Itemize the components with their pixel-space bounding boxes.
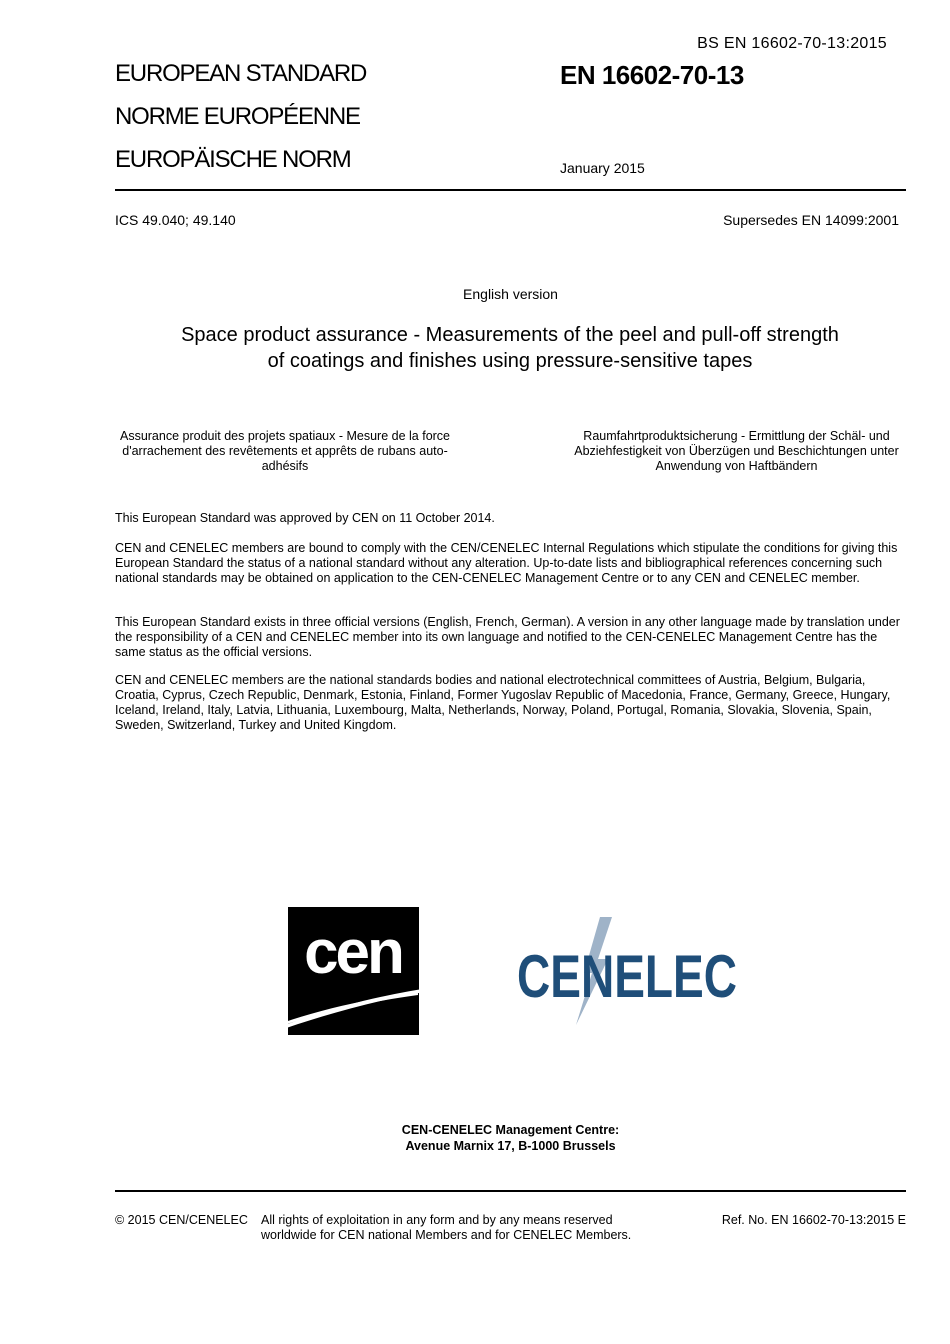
- language-version: English version: [463, 286, 558, 302]
- cen-logo: [268, 907, 438, 1037]
- cenelec-logo: [512, 915, 742, 1027]
- standard-title-french: NORME EUROPÉENNE: [115, 103, 360, 130]
- copyright-notice: © 2015 CEN/CENELEC: [115, 1213, 248, 1227]
- standard-title-english: EUROPEAN STANDARD: [115, 60, 367, 87]
- title-french: Assurance produit des projets spatiaux - Mesure de la force d'arrachement des revêtements et apprêts de rubans auto-adhésifs: [119, 429, 451, 473]
- publication-date: January 2015: [560, 160, 645, 176]
- cenelec-logo-text: CENELEC: [517, 943, 737, 1010]
- standard-title-german: EUROPÄISCHE NORM: [115, 146, 351, 173]
- footer-divider: [115, 1190, 906, 1192]
- versions-paragraph: This European Standard exists in three official versions (English, French, German). A version in any other language made by translation under the responsibility of a CEN and CENELEC member into its own language and notified to the CEN-CENELEC Management Centre has the same status as the official versions.: [115, 615, 900, 659]
- reference-number: Ref. No. EN 16602-70-13:2015 E: [721, 1213, 906, 1227]
- management-centre-address: Avenue Marnix 17, B-1000 Brussels: [405, 1139, 616, 1153]
- title-german: Raumfahrtproduktsicherung - Ermittlung der Schäl- und Abziehfestigkeit von Überzügen und Beschichtungen unter Anwendung von Haftbändern: [574, 429, 899, 473]
- document-title: Space product assurance - Measurements of the peel and pull-off strength of coatings and finishes using pressure-sensitive tapes: [181, 324, 839, 372]
- ics-codes: ICS 49.040; 49.140: [115, 212, 236, 228]
- header-divider: [115, 189, 906, 191]
- cen-logo-text: cen: [304, 918, 402, 987]
- members-paragraph: CEN and CENELEC members are the national standards bodies and national electrotechnical committees of Austria, Belgium, Bulgaria, Croatia, Cyprus, Czech Republic, Denmark, Estonia, Finland, Former Yugoslav Republic of Macedonia, France, Germany, Greece, Hungary, Iceland, Ireland, Italy, Latvia, Lithuania, Luxembourg, Malta, Netherlands, Norway, Poland, Portugal, Romania, Slovakia, Slovenia, Spain, Sweden, Switzerland, Turkey and United Kingdom.: [115, 673, 891, 732]
- management-centre-name: CEN-CENELEC Management Centre:: [401, 1123, 620, 1137]
- standard-number: EN 16602-70-13: [560, 60, 744, 90]
- rights-statement: All rights of exploitation in any form and by any means reserved worldwide for CEN national Members and for CENELEC Members.: [261, 1213, 632, 1242]
- supersedes-note: Supersedes EN 14099:2001: [723, 212, 899, 228]
- approval-paragraph: This European Standard was approved by CEN on 11 October 2014.: [115, 511, 495, 525]
- document-id: BS EN 16602-70-13:2015: [697, 35, 887, 52]
- management-centre: [115, 1122, 906, 1154]
- compliance-paragraph: CEN and CENELEC members are bound to comply with the CEN/CENELEC Internal Regulations which stipulate the conditions for giving this European Standard the status of a national standard without any alteration. Up-to-date lists and bibliographical references concerning such national standards may be obtained on application to the CEN-CENELEC Management Centre or to any CEN and CENELEC member.: [115, 541, 898, 585]
